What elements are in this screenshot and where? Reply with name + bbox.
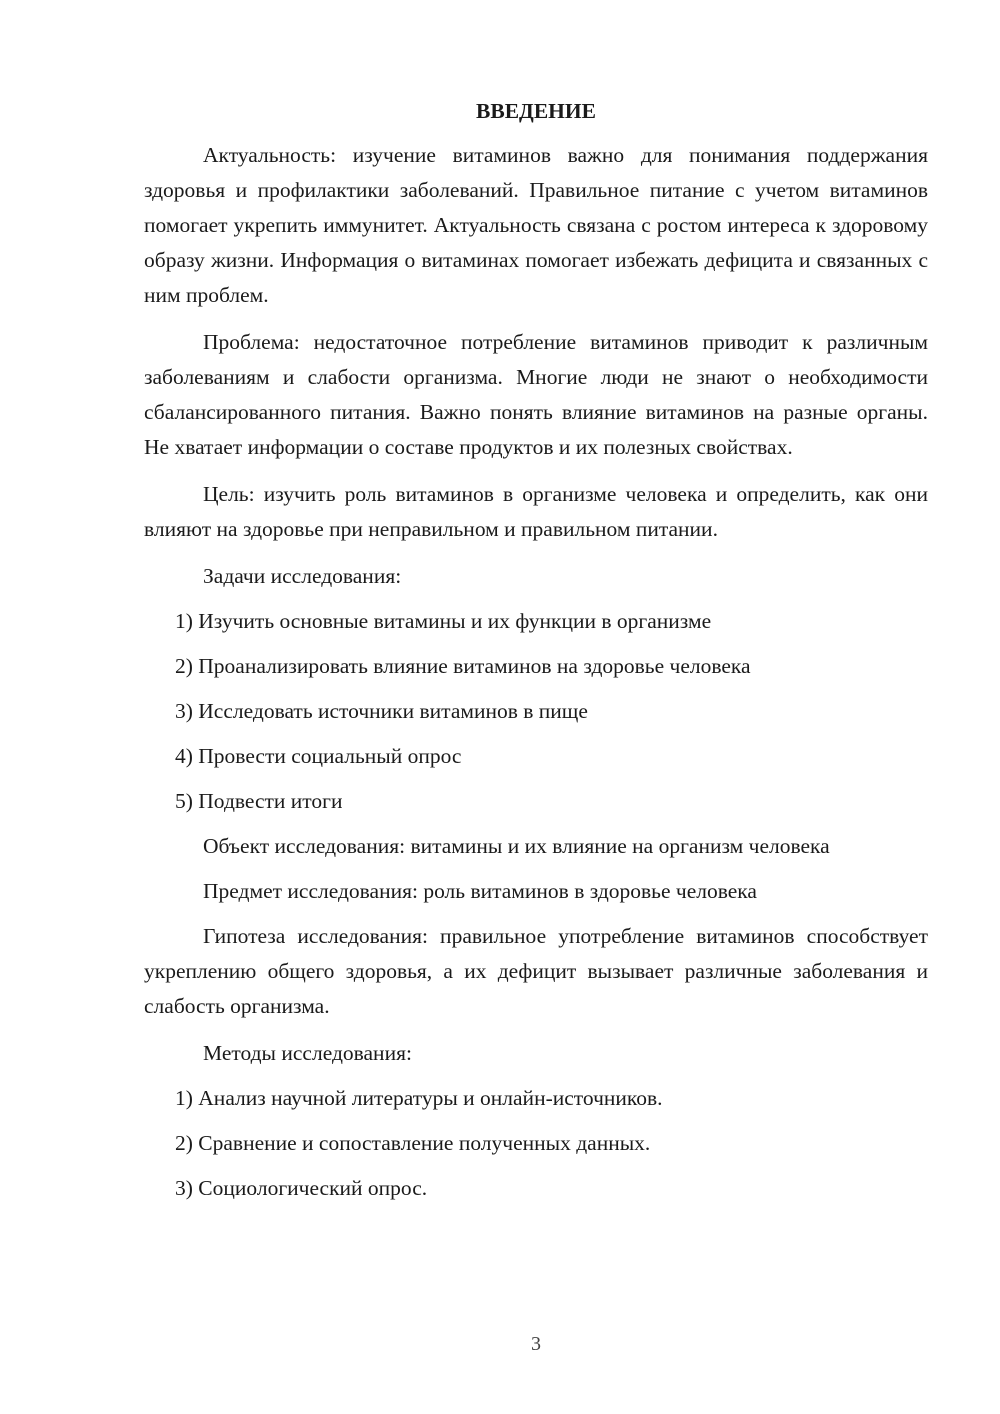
task-item: 3) Исследовать источники витаминов в пище <box>175 699 588 723</box>
task-item: 1) Изучить основные витамины и их функции в организме <box>175 609 712 633</box>
task-item: 5) Подвести итоги <box>175 789 343 813</box>
tasks-heading: Задачи исследования: <box>203 564 402 588</box>
methods-heading: Методы исследования: <box>203 1041 412 1065</box>
task-item: 2) Проанализировать влияние витаминов на здоровье человека <box>175 654 751 678</box>
subject-line: Предмет исследования: роль витаминов в здоровье человека <box>203 879 757 903</box>
goal-paragraph: Цель: изучить роль витаминов в организме человека и определить, как они влияют на здоровье при неправильном и правильном питании. <box>144 482 928 541</box>
document-page <box>144 96 928 1216</box>
object-line: Объект исследования: витамины и их влияние на организм человека <box>203 834 830 858</box>
page-number: 3 <box>531 1333 541 1355</box>
method-item: 3) Социологический опрос. <box>175 1176 428 1200</box>
method-item: 1) Анализ научной литературы и онлайн-источников. <box>175 1086 663 1110</box>
relevance-paragraph: Актуальность: изучение витаминов важно для понимания поддержания здоровья и профилактики заболеваний. Правильное питание с учетом витаминов помогает укрепить иммунитет. Актуальность связана с ростом интереса к здоровому образу жизни. Информация о витаминах помогает избежать дефицита и связанных с ним проблем. <box>144 143 928 307</box>
problem-paragraph: Проблема: недостаточное потребление витаминов приводит к различным заболеваниям и слабости организма. Многие люди не знают о необходимости сбалансированного питания. Важно понять влияние витаминов на разные органы. Не хватает информации о составе продуктов и их полезных свойствах. <box>144 330 928 459</box>
hypothesis-paragraph: Гипотеза исследования: правильное употребление витаминов способствует укреплению общего здоровья, а их дефицит вызывает различные заболевания и слабость организма. <box>144 924 928 1018</box>
task-item: 4) Провести социальный опрос <box>175 744 462 768</box>
method-item: 2) Сравнение и сопоставление полученных данных. <box>175 1131 651 1155</box>
page-title: ВВЕДЕНИЕ <box>476 99 596 123</box>
